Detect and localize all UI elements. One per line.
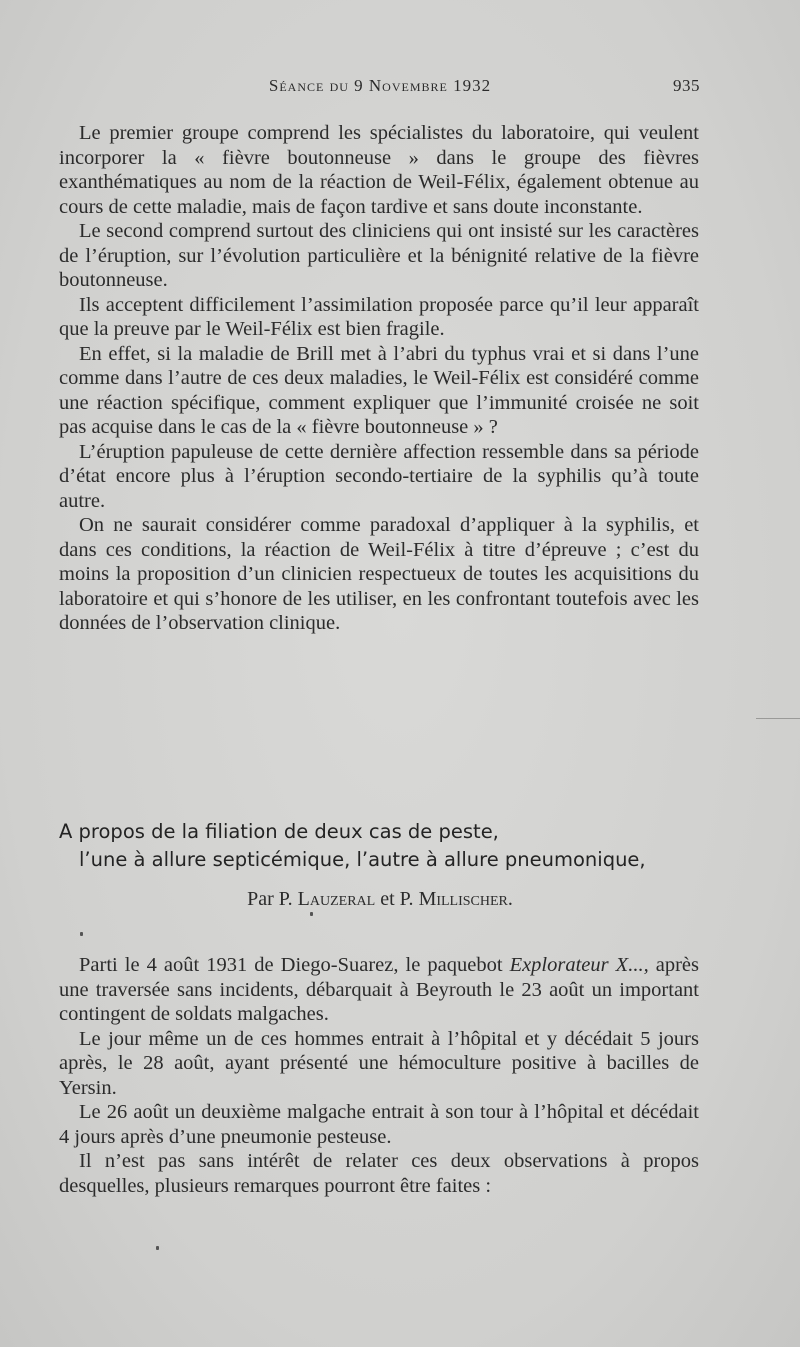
article-1-body (59, 121, 699, 636)
ink-speck (156, 1246, 159, 1250)
paragraph: Le jour même un de ces hommes entrait à l’hôpital et y décédait 5 jours après, le 28 août, ayant présenté une hémoculture positive à bacilles de Yersin. (59, 1027, 699, 1099)
paragraph: Ils acceptent difficilement l’assimilation proposée parce qu’il leur apparaît que la preuve par le Weil-Félix est bien fragile. (59, 293, 699, 340)
byline-mid: et P. (380, 888, 414, 910)
author-1: Lauzeral (297, 888, 376, 910)
article-2-body (59, 953, 699, 1198)
ink-speck (80, 932, 83, 936)
paragraph: On ne saurait considérer comme paradoxal d’appliquer à la syphilis, et dans ces conditions, la réaction de Weil-Félix à titre d’épreuve ; c’est du moins la proposition d’un clinicien respectueux de toutes les acquisitions du laboratoire et qui s’honore de les utiliser, en les confrontant toutefois avec les données de l’observation clinique. (59, 514, 699, 634)
article-title-line-1: A propos de la filiation de deux cas de peste, (59, 820, 499, 843)
paragraph: Il n’est pas sans intérêt de relater ces deux observations à propos desquelles, plusieurs remarques pourront être faites : (59, 1150, 699, 1197)
article-title-line-2: l’une à allure septicémique, l’autre à allure pneumonique, (79, 848, 646, 871)
paragraph (59, 953, 699, 1027)
margin-rule (756, 718, 800, 719)
ship-name: Explorateur X..., (509, 954, 649, 976)
paragraph: En effet, si la maladie de Brill met à l’abri du typhus vrai et si dans l’une comme dans l’autre de ces deux maladies, le Weil-Félix est considéré comme une réaction spécifique, comment expliquer que l’immunité croisée ne soit pas acquise dans le cas de la « fièvre boutonneuse » ? (59, 342, 699, 438)
header-title: Séance du 9 Novembre 1932 (268, 76, 492, 95)
ink-speck (310, 912, 313, 916)
running-header (60, 76, 700, 102)
paragraph: Le premier groupe comprend les spécialistes du laboratoire, qui veulent incorporer la « fièvre boutonneuse » dans le groupe des fièvres exanthématiques au nom de la réaction de Weil-Félix, également obtenue au cours de cette maladie, mais de façon tardive et sans doute inconstante. (59, 122, 699, 218)
byline-prefix: Par P. (247, 888, 293, 910)
paragraph-text: après une traversée sans incidents, débarquait à Beyrouth le 23 août un important contingent de soldats malgaches. (59, 954, 700, 1025)
paragraph: Le second comprend surtout des cliniciens qui ont insisté sur les caractères de l’éruption, sur l’évolution particulière et la bénignité relative de la fièvre boutonneuse. (59, 220, 699, 291)
paragraph: L’éruption papuleuse de cette dernière affection ressemble dans sa période d’état encore plus à l’éruption secondo-tertiaire de la syphilis qu’à toute autre. (59, 440, 699, 512)
page-number: 935 (673, 76, 700, 95)
article-title (59, 818, 699, 874)
author-2: Millischer. (418, 888, 513, 910)
paragraph-text: Parti le 4 août 1931 de Diego-Suarez, le paquebot (79, 954, 503, 976)
paragraph: Le 26 août un deuxième malgache entrait à son tour à l’hôpital et décédait 4 jours après d’une pneumonie pesteuse. (59, 1101, 699, 1148)
byline (60, 888, 700, 911)
